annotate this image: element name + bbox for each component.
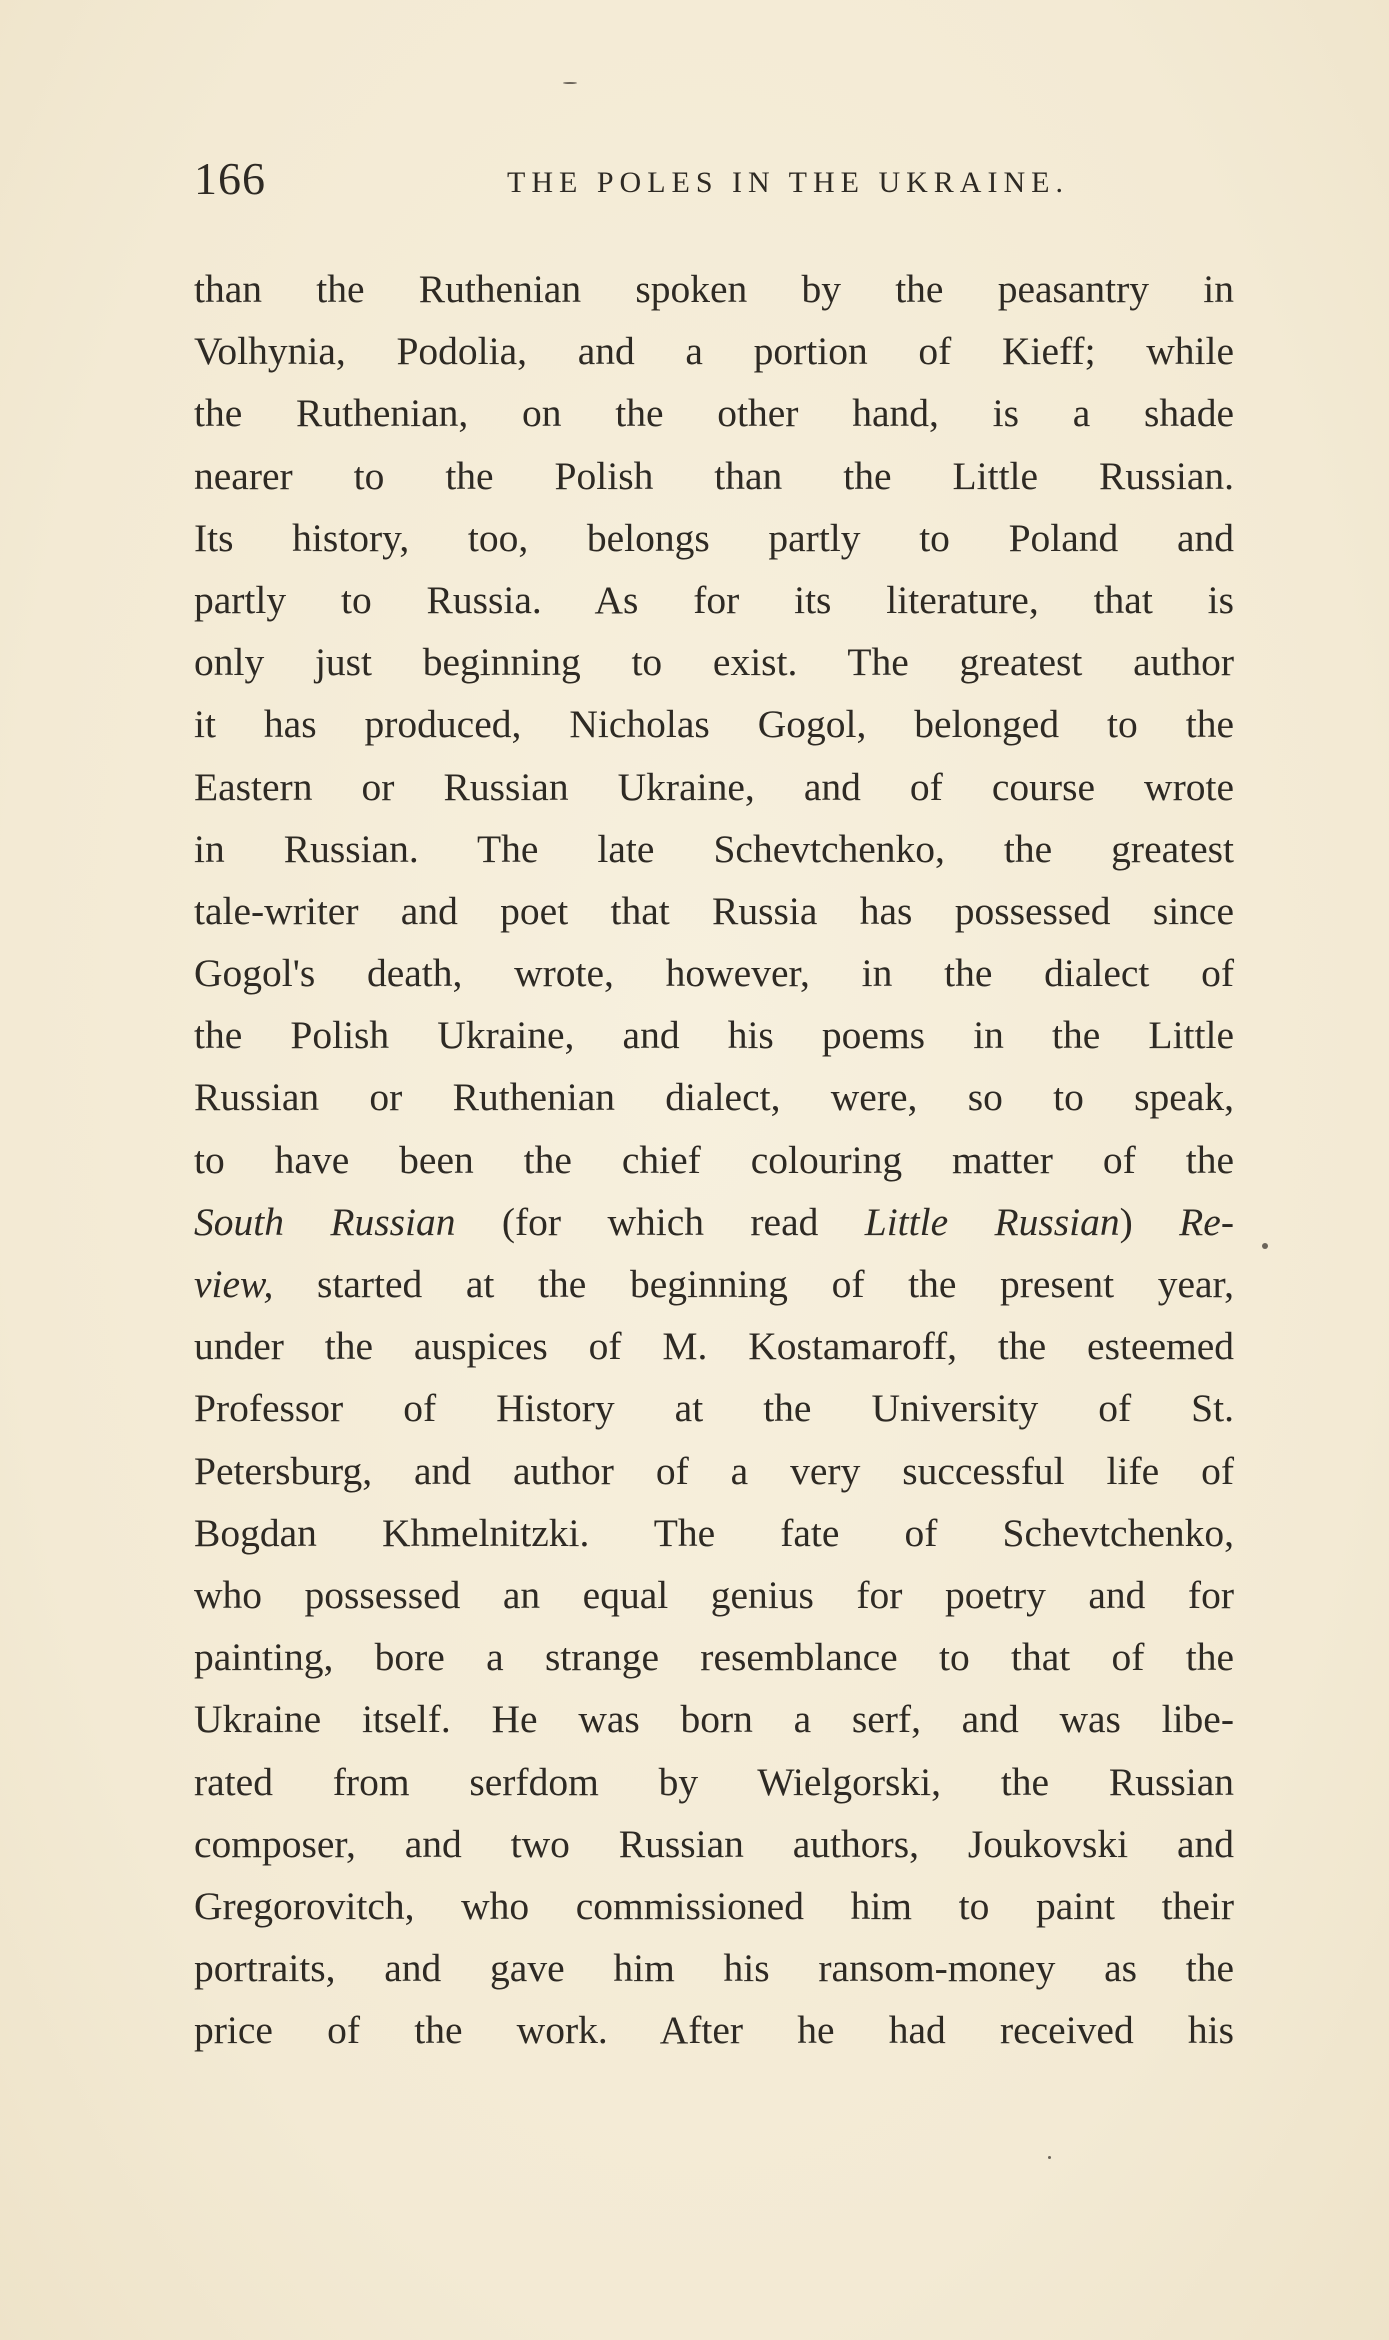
text-line: Ukraine itself. He was born a serf, and was libe- bbox=[194, 1697, 1234, 1742]
text-line: who possessed an equal genius for poetry and for bbox=[194, 1572, 1234, 1617]
text-line: Bogdan Khmelnitzki. The fate of Schevtchenko, bbox=[194, 1510, 1234, 1555]
text-run: started at the beginning of the present year, bbox=[273, 1262, 1234, 1306]
italic-text: Re- bbox=[1179, 1199, 1234, 1244]
running-title: THE POLES IN THE UKRAINE. bbox=[507, 166, 1069, 199]
text-line: price of the work. After he had received his bbox=[194, 2008, 1234, 2053]
text-run: ) bbox=[1119, 1199, 1180, 1244]
text-line: composer, and two Russian authors, Joukovski and bbox=[194, 1821, 1234, 1866]
body-text bbox=[194, 258, 1234, 2061]
text-line: nearer to the Polish than the Little Russian. bbox=[194, 453, 1234, 498]
italic-text: Little Russian bbox=[864, 1199, 1120, 1244]
text-line: Petersburg, and author of a very successful life of bbox=[194, 1448, 1234, 1493]
paper-speck bbox=[563, 82, 577, 84]
text-line: under the auspices of M. Kostamaroff, the esteemed bbox=[194, 1324, 1234, 1369]
text-line: Eastern or Russian Ukraine, and of course wrote bbox=[194, 764, 1234, 809]
text-line: tale-writer and poet that Russia has possessed since bbox=[194, 888, 1234, 933]
text-line: Russian or Ruthenian dialect, were, so to speak, bbox=[194, 1075, 1234, 1120]
text-line: than the Ruthenian spoken by the peasantry in bbox=[194, 267, 1234, 311]
italic-text: South Russian bbox=[194, 1199, 456, 1244]
text-line: Its history, too, belongs partly to Poland and bbox=[194, 515, 1234, 560]
text-line: rated from serfdom by Wielgorski, the Russian bbox=[194, 1759, 1234, 1804]
page-header bbox=[194, 152, 1234, 212]
text-line bbox=[194, 1253, 1234, 1315]
text-line: portraits, and gave him his ransom-money as the bbox=[194, 1946, 1234, 1991]
text-line: Gogol's death, wrote, however, in the dialect of bbox=[194, 951, 1234, 996]
paper-speck bbox=[1262, 1243, 1268, 1249]
page-number: 166 bbox=[194, 153, 266, 204]
text-line: partly to Russia. As for its literature, that is bbox=[194, 577, 1234, 622]
italic-text: view, bbox=[194, 1262, 274, 1306]
text-run: (for which read bbox=[455, 1199, 865, 1244]
text-line: to have been the chief colouring matter of the bbox=[194, 1137, 1234, 1182]
text-line: in Russian. The late Schevtchenko, the greatest bbox=[194, 826, 1234, 871]
text-line: the Polish Ukraine, and his poems in the Little bbox=[194, 1013, 1234, 1058]
text-line: Professor of History at the University of St. bbox=[194, 1386, 1234, 1431]
text-line: only just beginning to exist. The greatest author bbox=[194, 640, 1234, 685]
text-line: the Ruthenian, on the other hand, is a shade bbox=[194, 391, 1234, 436]
text-line: Volhynia, Podolia, and a portion of Kieff; while bbox=[194, 329, 1234, 374]
text-line: painting, bore a strange resemblance to that of the bbox=[194, 1635, 1234, 1680]
text-line: Gregorovitch, who commissioned him to paint their bbox=[194, 1883, 1234, 1928]
paper-speck bbox=[1048, 2156, 1051, 2159]
text-line bbox=[194, 1191, 1234, 1253]
text-line: it has produced, Nicholas Gogol, belonged to the bbox=[194, 702, 1234, 747]
